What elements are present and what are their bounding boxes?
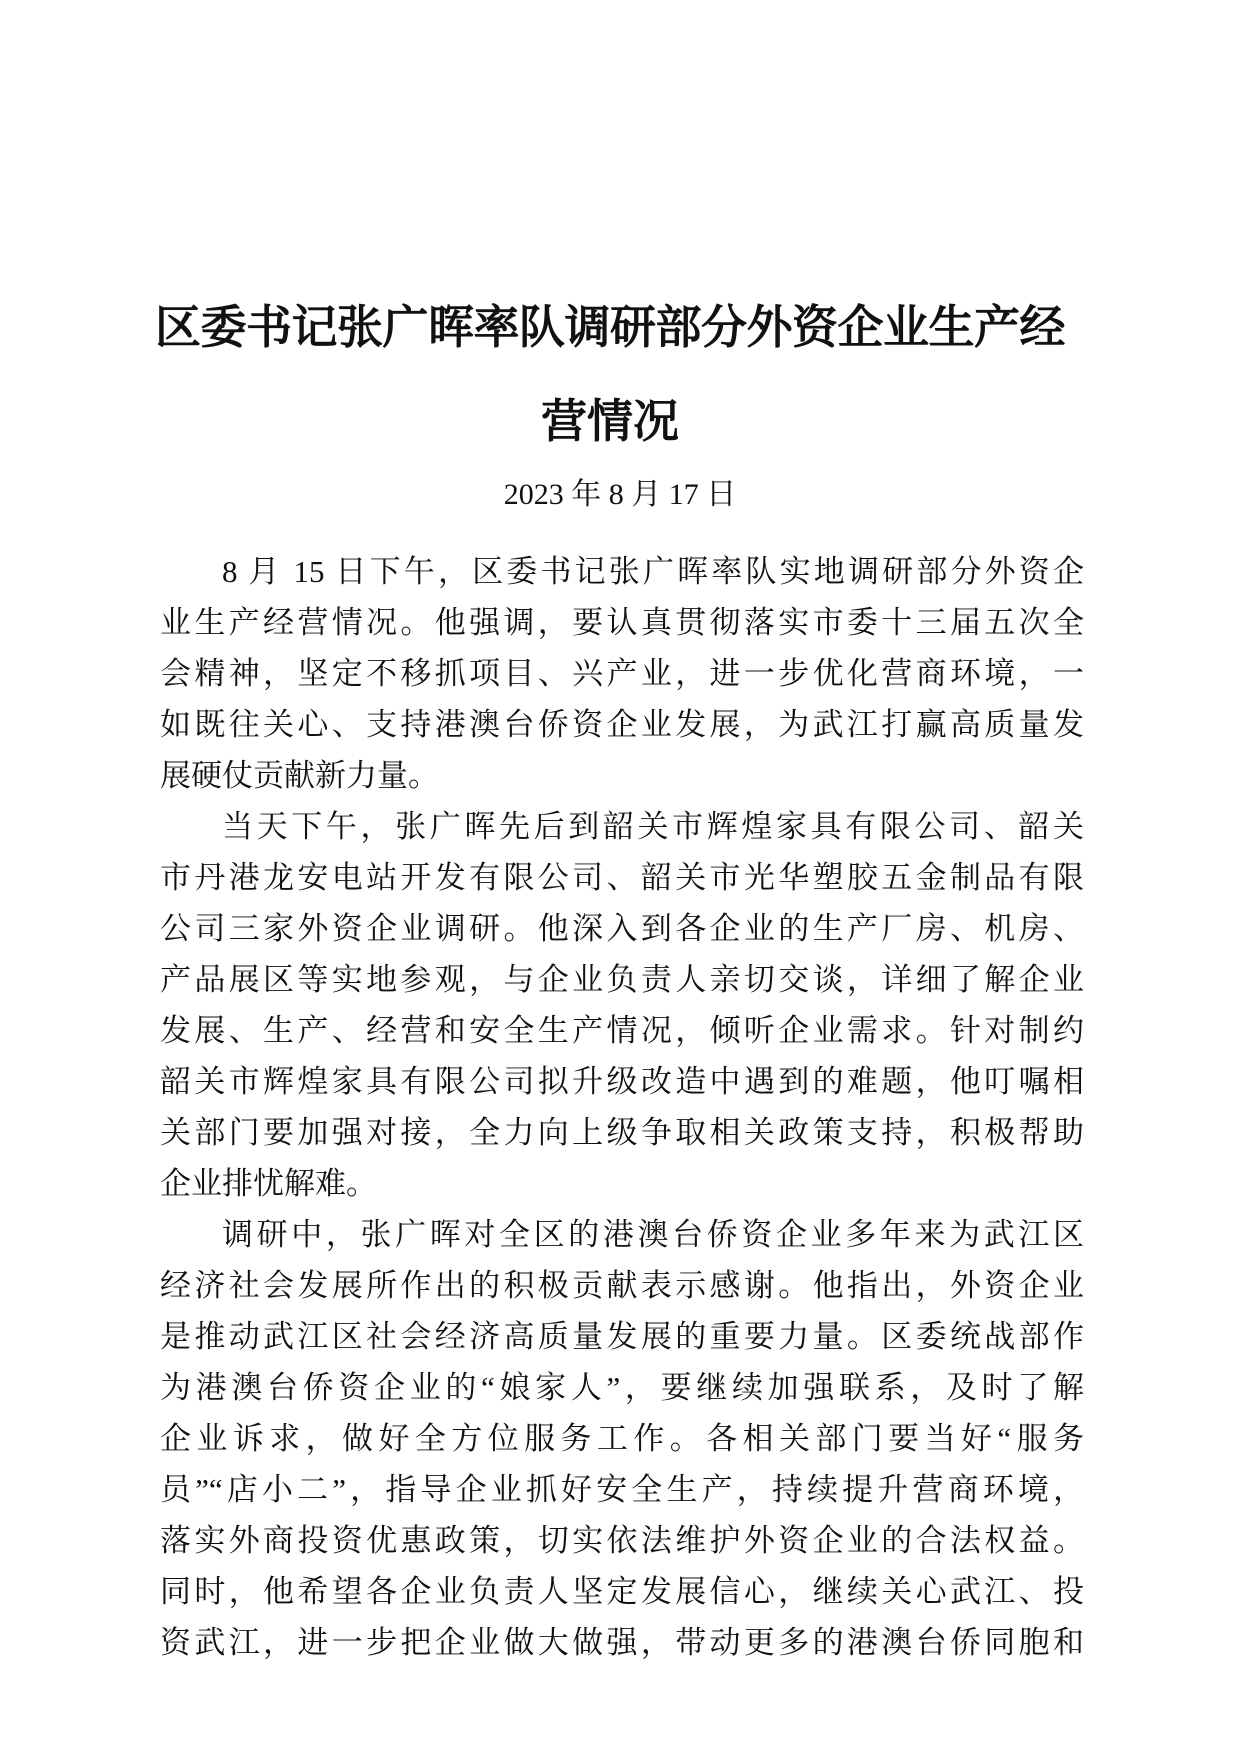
document-title-line-2: 营情况	[541, 394, 679, 448]
paragraph-3-line-6: 员”“店小二”，指导企业抓好安全生产，持续提升营商环境，	[160, 1472, 1084, 1507]
paragraph-2-line-4: 产品展区等实地参观，与企业负责人亲切交谈，详细了解企业	[160, 962, 1084, 997]
paragraph-1-line-5: 展硬仗贡献新力量。	[160, 758, 439, 793]
paragraph-3-line-8: 同时，他希望各企业负责人坚定发展信心，继续关心武江、投	[160, 1574, 1084, 1609]
paragraph-3-line-1: 调研中，张广晖对全区的港澳台侨资企业多年来为武江区	[222, 1217, 1084, 1252]
paragraph-2-line-1: 当天下午，张广晖先后到韶关市辉煌家具有限公司、韶关	[222, 809, 1084, 844]
paragraph-3-line-5: 企业诉求，做好全方位服务工作。各相关部门要当好“服务	[160, 1421, 1084, 1456]
paragraph-1-line-4: 如既往关心、支持港澳台侨资企业发展，为武江打赢高质量发	[160, 707, 1084, 742]
paragraph-3-line-4: 为港澳台侨资企业的“娘家人”，要继续加强联系，及时了解	[160, 1370, 1084, 1405]
document-title-line-1: 区委书记张广晖率队调研部分外资企业生产经	[155, 300, 1065, 354]
paragraph-2-line-6: 韶关市辉煌家具有限公司拟升级改造中遇到的难题，他叮嘱相	[160, 1064, 1084, 1099]
document-date: 2023 年 8 月 17 日	[503, 478, 737, 511]
paragraph-3-line-2: 经济社会发展所作出的积极贡献表示感谢。他指出，外资企业	[160, 1268, 1084, 1303]
paragraph-2-line-3: 公司三家外资企业调研。他深入到各企业的生产厂房、机房、	[160, 911, 1084, 946]
paragraph-3-line-9: 资武江，进一步把企业做大做强，带动更多的港澳台侨同胞和	[160, 1625, 1084, 1660]
paragraph-2-line-2: 市丹港龙安电站开发有限公司、韶关市光华塑胶五金制品有限	[160, 860, 1084, 895]
paragraph-1-line-1: 8 月 15 日下午，区委书记张广晖率队实地调研部分外资企	[222, 554, 1084, 589]
paragraph-2-line-5: 发展、生产、经营和安全生产情况，倾听企业需求。针对制约	[160, 1013, 1084, 1048]
paragraph-3-line-3: 是推动武江区社会经济高质量发展的重要力量。区委统战部作	[160, 1319, 1084, 1354]
paragraph-3-line-7: 落实外商投资优惠政策，切实依法维护外资企业的合法权益。	[160, 1523, 1084, 1558]
paragraph-1-line-2: 业生产经营情况。他强调，要认真贯彻落实市委十三届五次全	[160, 605, 1084, 640]
paragraph-2-line-8: 企业排忧解难。	[160, 1166, 377, 1201]
paragraph-1-line-3: 会精神，坚定不移抓项目、兴产业，进一步优化营商环境，一	[160, 656, 1084, 691]
paragraph-2-line-7: 关部门要加强对接，全力向上级争取相关政策支持，积极帮助	[160, 1115, 1084, 1150]
